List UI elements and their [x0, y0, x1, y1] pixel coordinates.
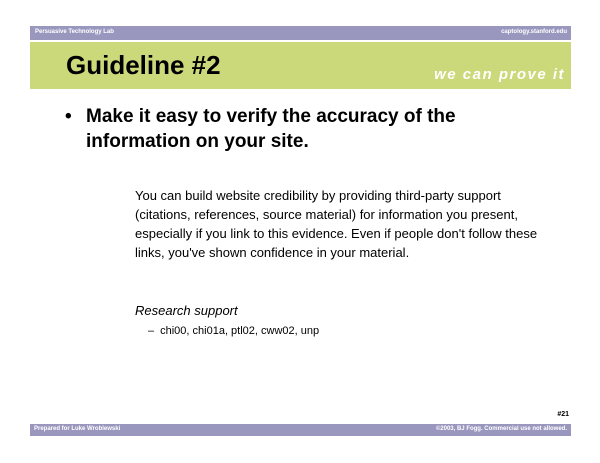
page-number: #21	[557, 411, 569, 418]
slide-title: Guideline #2	[66, 50, 221, 80]
site-url: captology.stanford.edu	[501, 29, 567, 35]
title-bar	[30, 42, 571, 89]
top-header-bar	[30, 26, 571, 40]
reference-list: chi00, chi01a, ptl02, cww02, unp	[160, 325, 320, 337]
research-references	[148, 325, 319, 337]
main-bullet	[65, 104, 535, 154]
body-paragraph: You can build website credibility by providing third-party support (citations, references, source material) for information you present, especially if you link to this evidence. Even if people don't follow these links, you've shown confidence in your material.	[135, 188, 538, 260]
bullet-icon: •	[65, 106, 72, 127]
lab-name: Persuasive Technology Lab	[35, 29, 114, 35]
prepared-for: Prepared for Luke Wroblewski	[34, 426, 121, 432]
research-label: Research support	[135, 303, 238, 318]
copyright: ©2003, BJ Fogg. Commercial use not allowed.	[435, 426, 567, 432]
slide-tagline: we can prove it	[434, 66, 565, 83]
bottom-footer-bar	[30, 424, 571, 436]
bullet-text: Make it easy to verify the accuracy of the information on your site.	[86, 106, 456, 152]
dash-icon: –	[148, 325, 155, 337]
